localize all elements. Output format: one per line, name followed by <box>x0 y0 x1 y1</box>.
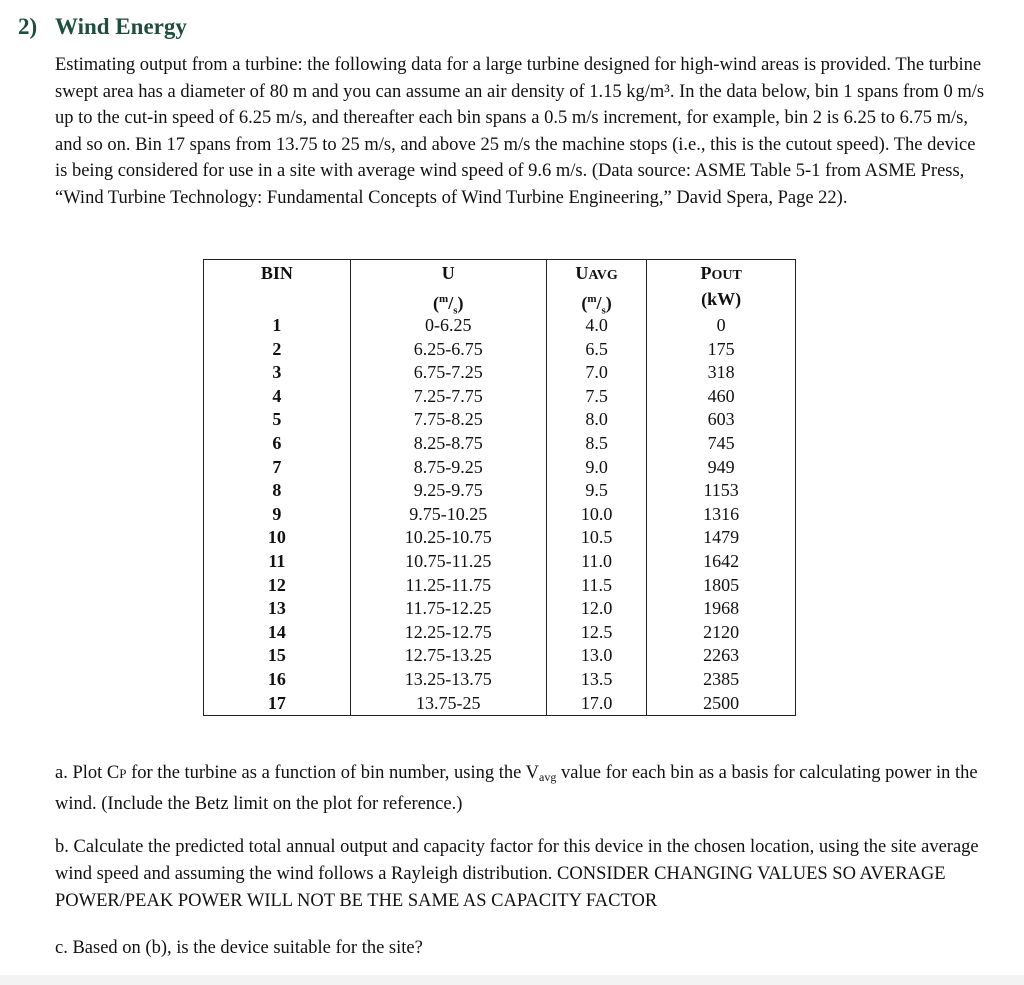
u-range-cell: 12.75-13.25 <box>350 644 546 668</box>
intro-paragraph: Estimating output from a turbine: the following data for a large turbine designed for high-wind areas is provided. The turbine swept area has a diameter of 80 m and you can assume an air density of 1.15 kg/m³. In the data below, bin 1 spans from 0 m/s up to the cut-in speed of 6.25 m/s, and thereafter each bin spans a 0.5 m/s increment, for example, bin 2 is 6.25 to 6.75 m/s, and so on. Bin 17 spans from 13.75 to 25 m/s, and above 25 m/s the machine stops (i.e., this is the cutout speed). The device is being considered for use in a site with average wind speed of 9.6 m/s. (Data source: ASME Table 5-1 from ASME Press, “Wind Turbine Technology: Fundamental Concepts of Wind Turbine Engineering,” David Spera, Page 22). <box>55 55 985 208</box>
p-out-cell: 603 <box>647 408 796 432</box>
u-avg-cell: 6.5 <box>546 338 646 362</box>
u-range-cell: 13.25-13.75 <box>350 668 546 692</box>
table-row <box>204 432 796 456</box>
p-out-cell: 949 <box>647 456 796 480</box>
u-range-cell: 11.25-11.75 <box>350 574 546 598</box>
u-avg-cell: 11.0 <box>546 550 646 574</box>
bin-cell: 2 <box>272 338 282 359</box>
p-out-cell: 1968 <box>647 597 796 621</box>
table-row <box>204 314 796 338</box>
p-out-cell: 460 <box>647 385 796 409</box>
u-range-cell: 9.75-10.25 <box>350 503 546 527</box>
table-header-row <box>204 260 796 315</box>
table-row <box>204 408 796 432</box>
header-u: U $(^m/_s)$ <box>350 260 546 315</box>
section-title: Wind Energy <box>55 14 187 39</box>
header-bin: BIN <box>260 263 293 283</box>
bin-cell: 4 <box>272 385 282 406</box>
u-range-cell: 6.75-7.25 <box>350 361 546 385</box>
p-out-cell: 2120 <box>647 621 796 645</box>
p-out-cell: 175 <box>647 338 796 362</box>
p-out-cell: 0 <box>647 314 796 338</box>
u-avg-cell: 7.0 <box>546 361 646 385</box>
p-out-cell: 1316 <box>647 503 796 527</box>
question-b: b. Calculate the predicted total annual output and capacity factor for this device in the chosen location, using the site average wind speed and assuming the wind follows a Rayleigh distribution. CONSIDER CHANGING VALUES SO AVERAGE POWER/PEAK POWER WILL NOT BE THE SAME AS CAPACITY FACTOR <box>55 837 979 911</box>
page-bottom-band <box>0 975 1024 985</box>
table-row <box>204 385 796 409</box>
table-row <box>204 456 796 480</box>
u-avg-cell: 10.5 <box>546 526 646 550</box>
bin-cell: 8 <box>272 480 282 501</box>
u-range-cell: 12.25-12.75 <box>350 621 546 645</box>
u-avg-cell: 13.5 <box>546 668 646 692</box>
u-avg-cell: 12.0 <box>546 597 646 621</box>
table-row <box>204 361 796 385</box>
p-out-cell: 318 <box>647 361 796 385</box>
turbine-bin-table <box>203 259 796 716</box>
p-out-cell: 1642 <box>647 550 796 574</box>
u-range-cell: 13.75-25 <box>350 692 546 716</box>
bin-cell: 16 <box>267 668 286 689</box>
p-out-cell: 1805 <box>647 574 796 598</box>
p-out-cell: 2263 <box>647 644 796 668</box>
bin-cell: 14 <box>267 621 286 642</box>
table-row <box>204 644 796 668</box>
table-row <box>204 692 796 716</box>
table-row <box>204 503 796 527</box>
u-range-cell: 7.75-8.25 <box>350 408 546 432</box>
u-avg-cell: 8.5 <box>546 432 646 456</box>
u-range-cell: 8.75-9.25 <box>350 456 546 480</box>
u-avg-cell: 9.5 <box>546 479 646 503</box>
bin-cell: 9 <box>272 503 282 524</box>
table-row <box>204 550 796 574</box>
table-row <box>204 621 796 645</box>
u-range-cell: 11.75-12.25 <box>350 597 546 621</box>
p-out-cell: 745 <box>647 432 796 456</box>
p-out-cell: 1479 <box>647 526 796 550</box>
u-range-cell: 10.75-11.25 <box>350 550 546 574</box>
header-uavg-unit: $(^m/_s)$ <box>581 293 612 317</box>
section-number: 2) <box>18 14 38 39</box>
u-avg-cell: 11.5 <box>546 574 646 598</box>
header-uavg: UAVG $(^m/_s)$ <box>546 260 646 315</box>
u-avg-cell: 7.5 <box>546 385 646 409</box>
table-row <box>204 574 796 598</box>
p-out-cell: 1153 <box>647 479 796 503</box>
bin-cell: 17 <box>267 692 286 713</box>
bin-cell: 1 <box>272 315 282 335</box>
u-range-cell: 7.25-7.75 <box>350 385 546 409</box>
u-avg-cell: 4.0 <box>546 314 646 338</box>
header-pout: POUT (kW) <box>647 260 796 315</box>
u-avg-cell: 9.0 <box>546 456 646 480</box>
p-out-cell: 2500 <box>647 692 796 716</box>
u-range-cell: 6.25-6.75 <box>350 338 546 362</box>
table-row <box>204 526 796 550</box>
bin-cell: 15 <box>267 645 286 666</box>
table-row <box>204 597 796 621</box>
table-row <box>204 668 796 692</box>
bin-cell: 12 <box>267 574 286 595</box>
bin-cell: 7 <box>272 456 282 477</box>
header-u-unit: $(^m/_s)$ <box>433 293 464 317</box>
p-out-cell: 2385 <box>647 668 796 692</box>
u-range-cell: 9.25-9.75 <box>350 479 546 503</box>
u-avg-cell: 13.0 <box>546 644 646 668</box>
u-avg-cell: 8.0 <box>546 408 646 432</box>
u-range-cell: 10.25-10.75 <box>350 526 546 550</box>
bin-cell: 13 <box>267 598 286 619</box>
u-range-cell: 8.25-8.75 <box>350 432 546 456</box>
u-range-cell: 0-6.25 <box>350 314 546 338</box>
bin-cell: 10 <box>267 527 286 548</box>
bin-cell: 3 <box>272 362 282 383</box>
table-row <box>204 338 796 362</box>
bin-cell: 6 <box>272 432 282 453</box>
u-avg-cell: 10.0 <box>546 503 646 527</box>
table-row <box>204 479 796 503</box>
bin-cell: 11 <box>268 550 286 571</box>
u-avg-cell: 17.0 <box>546 692 646 716</box>
section-heading <box>18 14 187 40</box>
u-avg-cell: 12.5 <box>546 621 646 645</box>
question-c: c. Based on (b), is the device suitable for the site? <box>55 938 423 958</box>
question-a: a. Plot CP for the turbine as a function of bin number, using the Vavg value for each bin as a basis for calculating power in the wind. (Include the Betz limit on the plot for reference.) <box>55 763 978 814</box>
bin-cell: 5 <box>272 409 282 430</box>
